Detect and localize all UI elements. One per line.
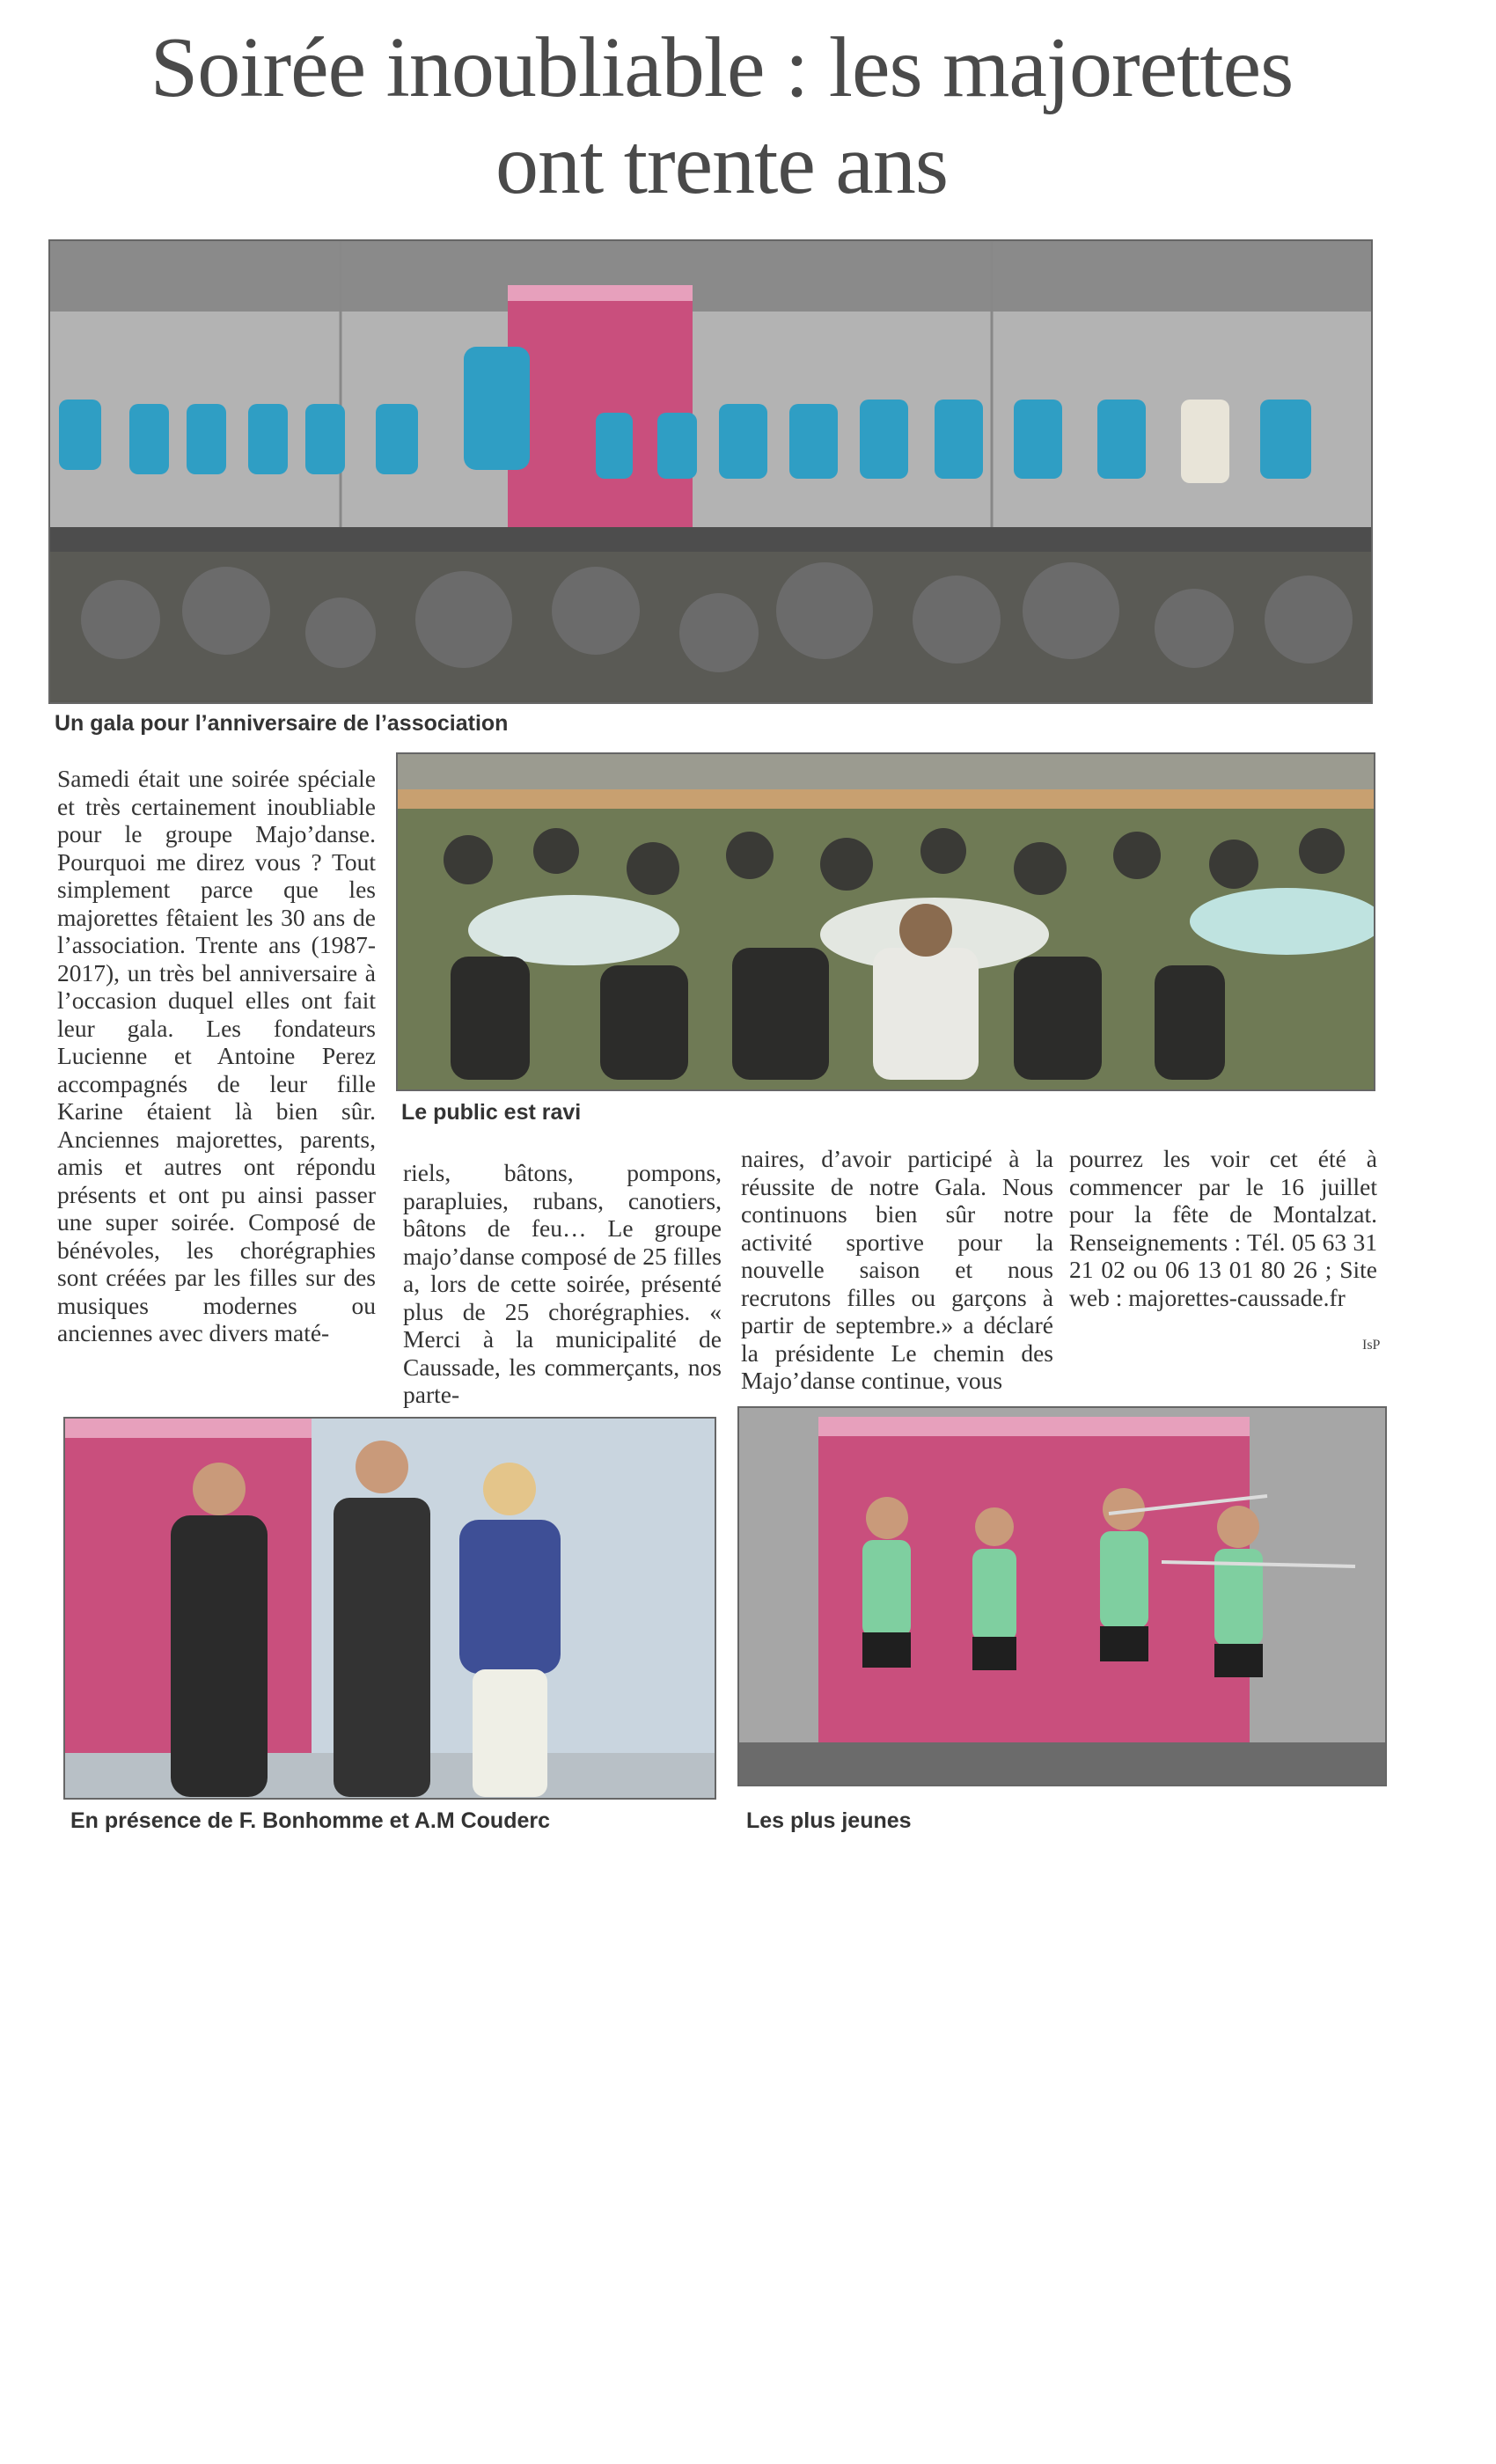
headline-line-1: Soirée inoubliable : les majorettes: [150, 20, 1294, 115]
article-column-4: [1069, 1145, 1377, 1311]
photo-audience-hall: [396, 752, 1375, 1091]
author-signature: IsP: [1362, 1338, 1381, 1353]
headline-line-2: ont trente ans: [495, 117, 948, 212]
article-column-2: [403, 1159, 722, 1409]
article-column-3: [741, 1145, 1053, 1395]
headline: [35, 19, 1408, 213]
young-dancers-illustration: [739, 1408, 1385, 1785]
article-text-col-1: Samedi était une soirée spéciale et très certainement inoubliable pour le groupe Majo’danse. Pourquoi me direz vous ? Tout simplement parce que les majorettes fêtaient les 30 ans de l’association. Trente ans (1987-2017), un très bel anniversaire à l’occasion duquel elles ont fait leur gala. Les fondateurs Lucienne et Antoine Perez accompagnés de leur fille Karine étaient là bien sûr. Anciennes majorettes, parents, amis et autres ont répondu présents et ont pu ainsi passer une super soirée. Composé de bénévoles, les chorégraphies sont créées par les filles sur des musiques modernes ou anciennes avec divers maté-: [57, 765, 376, 1346]
officials-illustration: [65, 1419, 715, 1798]
caption-photo-2: Le public est ravi: [401, 1100, 582, 1125]
hall-illustration: [398, 754, 1374, 1089]
stage-illustration: [50, 241, 1371, 702]
article-text-col-3: naires, d’avoir participé à la réussite de notre Gala. Nous continuons bien sûr notre activité sportive pour la nouvelle saison et nous recrutons filles ou garçons à partir de septembre.» a déclaré la présidente Le chemin des Majo’danse continue, vous: [741, 1145, 1053, 1394]
article-text-col-2: riels, bâtons, pompons, parapluies, rubans, canotiers, bâtons de feu… Le groupe majo’danse composé de 25 filles a, lors de cette soirée, présenté plus de 25 chorégraphies. « Merci à la municipalité de Caussade, les commerçants, nos parte-: [403, 1159, 722, 1408]
caption-photo-4: Les plus jeunes: [746, 1808, 912, 1833]
caption-photo-1: Un gala pour l’anniversaire de l’association: [55, 711, 509, 736]
article-column-1: [57, 765, 376, 1347]
photo-young-dancers: [737, 1406, 1387, 1786]
caption-photo-3: En présence de F. Bonhomme et A.M Couderc: [70, 1808, 551, 1833]
article-text-col-4: pourrez les voir cet été à commencer par le 16 juillet pour la fête de Montalzat. Renseignements : Tél. 05 63 31 21 02 ou 06 13 01 80 26 ; Site web : majorettes-caussade.fr: [1069, 1145, 1377, 1311]
photo-officials: [63, 1417, 716, 1800]
photo-majorettes-stage: [48, 239, 1373, 704]
